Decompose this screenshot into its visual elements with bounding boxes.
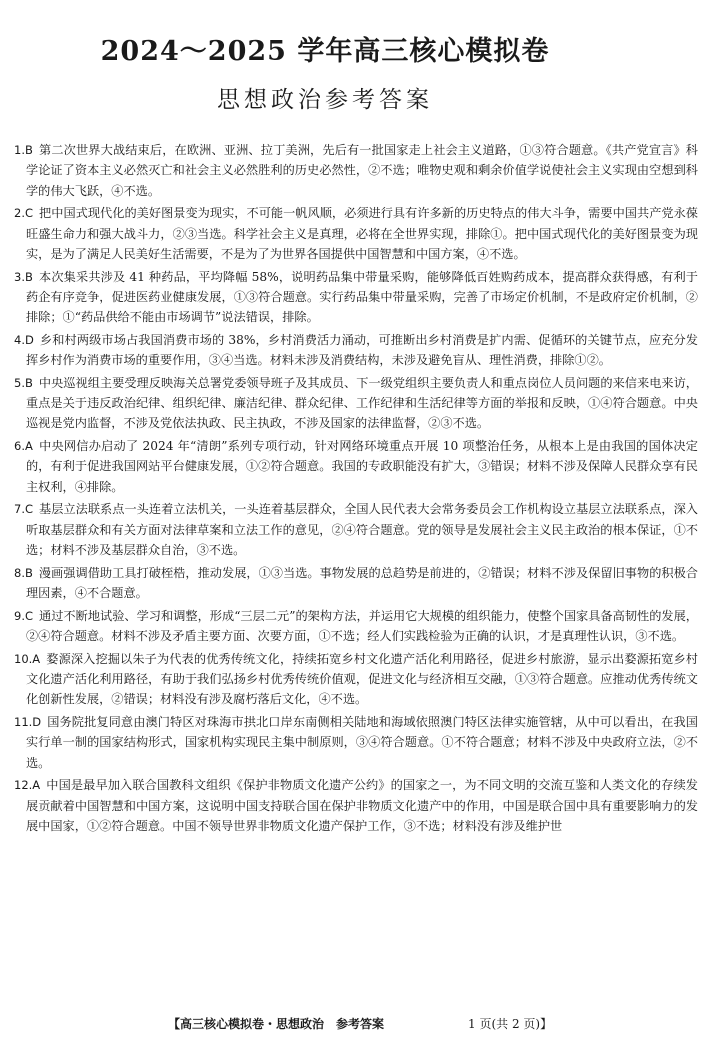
answer-number: 11.D — [14, 714, 42, 729]
answer-number: 9.C — [14, 608, 34, 623]
answer-item-5 — [14, 373, 698, 434]
answer-text: 本次集采共涉及 41 种药品，平均降幅 58%，说明药品集中带量采购，能够降低百姓购药成本，提高群众获得感，有利于药企有序竞争，促进医药业健康发展，①③符合题意。实行药品集中带量采购，完善了市场定价机制，不是政府定价机制，②排除；①“药品供给不能由市场调节”说法错误，排除。 — [26, 269, 698, 325]
answer-item-3 — [14, 267, 698, 328]
answer-text: 中央网信办启动了 2024 年“清朗”系列专项行动，针对网络环境重点开展 10 项整治任务，从根本上是由我国的国体决定的，有利于促进我国网站平台健康发展，①②符合题意。我国的专政职能没有扩大，③错误；材料不涉及保障人民群众享有民主权利，④排除。 — [26, 439, 698, 494]
answer-item-10 — [14, 649, 698, 710]
answer-item-11 — [14, 712, 698, 773]
answer-text: 中央巡视组主要受理反映海关总署党委领导班子及其成员、下一级党组织主要负责人和重点岗位人员问题的来信来电来访，重点是关于违反政治纪律、组织纪律、廉洁纪律、群众纪律、工作纪律和生活纪律等方面的举报和反映，①④符合题意。中央巡视是党内监督，不涉及党依法执政、民主执政，不涉及国家的法律监督，②③不选。 — [26, 375, 698, 431]
answer-item-2 — [14, 203, 698, 264]
answer-item-12 — [14, 775, 698, 836]
answer-text: 乡和村两级市场占我国消费市场的 38%，乡村消费活力涌动，可推断出乡村消费是扩内需、促循环的关键节点，应充分发挥乡村作为消费市场的重要作用，③④当选。材料未涉及消费结构，未涉及避免盲从、理性消费，排除①②。 — [26, 332, 698, 368]
answer-text: 基层立法联系点一头连着立法机关，一头连着基层群众，全国人民代表大会常务委员会工作机构设立基层立法联系点，深入听取基层群众和有关方面对法律草案和立法工作的意见，②④符合题意。党的领导是发展社会主义民主政治的根本保证，①不选；材料不涉及基层群众自治，③不选。 — [26, 502, 698, 557]
answer-text: 婺源深入挖掘以朱子为代表的优秀传统文化，持续拓宽乡村文化遗产活化利用路径，促进乡村旅游，显示出婺源拓宽乡村文化遗产活化利用路径，有助于我们弘扬乡村优秀传统价值观，促进文化与经济相互交融，①③符合题意。应推动优秀传统文化创新性发展，②错误；材料没有涉及腐朽落后文化，④不选。 — [26, 651, 698, 707]
answer-number: 12.A — [14, 778, 41, 793]
answer-item-1 — [14, 140, 698, 201]
answer-number: 10.A — [14, 651, 41, 666]
answer-item-7 — [14, 499, 698, 560]
answer-number: 3.B — [14, 269, 33, 284]
answer-number: 2.C — [14, 206, 34, 221]
answer-item-9 — [14, 606, 698, 647]
answer-text: 通过不断地试验、学习和调整，形成“三层二元”的架构方法，并运用它大规模的组织能力，使整个国家具备高韧性的发展，②④符合题意。材料不涉及矛盾主要方面、次要方面，①不选；经人们实践检验为正确的认识，才是真理性认识，③不选。 — [26, 608, 698, 643]
answer-number: 1.B — [14, 143, 33, 157]
answer-number: 8.B — [14, 565, 33, 580]
answer-item-4 — [14, 330, 698, 371]
answer-list — [14, 140, 698, 838]
answer-number: 6.A — [14, 439, 33, 454]
answer-number: 4.D — [14, 332, 34, 347]
answer-item-6 — [14, 436, 698, 497]
document-title: 2024～2025 学年高三核心模拟卷 — [100, 36, 550, 67]
answer-number: 7.C — [14, 502, 34, 517]
answer-text: 把中国式现代化的美好图景变为现实，不可能一帆风顺，必须进行具有许多新的历史特点的伟大斗争，需要中国共产党永葆旺盛生命力和强大战斗力，②③当选。科学社会主义是真理，必将在全世界实现，排除①。把中国式现代化的美好图景变为现实，是为了满足人民美好生活需要，不是为了为世界各国提供中国智慧和中国方案，④不选。 — [26, 206, 698, 261]
answer-text: 国务院批复同意由澳门特区对珠海市拱北口岸东南侧相关陆地和海域依照澳门特区法律实施管辖，从中可以看出，在我国实行单一制的国家结构形式，国家机构实现民主集中制原则，③④符合题意。①不符合题意；材料不涉及中央政府立法，②不选。 — [26, 714, 698, 770]
footer-page-number: 1 页(共 2 页)】 — [468, 1017, 553, 1031]
footer-title: 【高三核心模拟卷・思想政治 参考答案 — [168, 1017, 385, 1031]
answer-item-8 — [14, 563, 698, 604]
answer-text: 中国是最早加入联合国教科文组织《保护非物质文化遗产公约》的国家之一，为不同文明的交流互鉴和人类文化的存续发展贡献着中国智慧和中国方案，这说明中国支持联合国在保护非物质文化遗产中的作用，中国是联合国中具有重要影响力的发展中国家，①②符合题意。中国不领导世界非物质文化遗产保护工作，③不选；材料没有涉及维护世 — [26, 778, 698, 833]
answer-number: 5.B — [14, 375, 33, 390]
page-footer — [0, 1014, 710, 1034]
answer-text: 漫画强调借助工具打破桎梏，推动发展，①③当选。事物发展的总趋势是前进的，②错误；材料不涉及保留旧事物的积极合理因素，④不合题意。 — [26, 565, 698, 600]
answer-text: 第二次世界大战结束后，在欧洲、亚洲、拉丁美洲，先后有一批国家走上社会主义道路，①③符合题意。《共产党宣言》科学论证了资本主义必然灭亡和社会主义必然胜利的历史必然性，②不选；唯物史观和剩余价值学说使社会主义实现由空想到科学的伟大飞跃，④不选。 — [26, 143, 698, 198]
document-subtitle: 思想政治参考答案 — [217, 87, 433, 113]
